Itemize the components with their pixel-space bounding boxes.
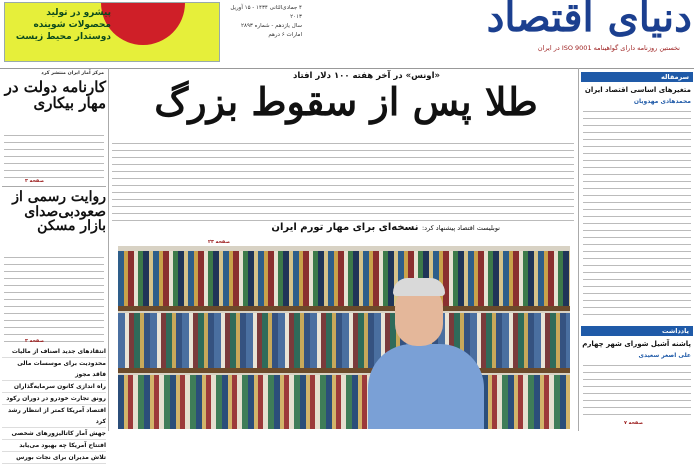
left-article-text-2 [4, 254, 104, 344]
ad-logo [101, 3, 185, 45]
economist-photo[interactable] [118, 246, 570, 429]
left-headline-housing[interactable]: روایت رسمی از صعودبی‌صدای بازار مسکن [12, 189, 106, 235]
note-title[interactable]: پاشنه آشیل شورای شهر چهارم [582, 340, 691, 348]
photo-caption-title: نسخه‌ای برای مهار تورم ایران [271, 222, 419, 233]
right-column [578, 68, 694, 431]
newspaper-title: دنیای اقتصاد [486, 0, 692, 41]
editorial-author: محمدهادی مهدویان [633, 98, 691, 105]
divider [2, 186, 106, 187]
right-page-ref: صفحه ۷ [623, 421, 643, 426]
book-row [118, 251, 570, 306]
person-shirt [368, 344, 484, 429]
issue-price: امارات ۶ درهم [268, 32, 302, 38]
left-bullet-list [2, 346, 106, 464]
list-item[interactable]: تلاش مدیران برای نجات بورس [2, 452, 106, 464]
ad-line: محصولات شوینده [33, 20, 111, 30]
left-headline-unemployment[interactable]: کارنامه دولت در مهار بیکاری [4, 78, 106, 112]
left-page-ref-2: صفحه ۴ [24, 339, 44, 344]
section-editorial: سرمقاله [581, 72, 693, 82]
masthead [0, 0, 694, 69]
center-article-text [112, 140, 574, 224]
ad-line: دوستدار محیط زیست [15, 32, 111, 42]
detergent-advertisement[interactable] [4, 2, 220, 62]
book-row [118, 313, 570, 368]
left-kicker: مرکز آمار ایران منتشر کرد [41, 71, 104, 76]
list-item[interactable]: رونق تجارت خودرو در دوران رکود [2, 393, 106, 405]
issue-number: سال یازدهم - شماره ۲۸۹۳ [241, 23, 302, 29]
list-item[interactable]: افتتاح آمریکا چه بهبود می‌یابد [2, 440, 106, 452]
list-item[interactable]: جهش آمار کاتالیزورهای شخصی [2, 428, 106, 440]
shelf [118, 368, 570, 373]
center-kicker: «اونس» در آخر هفته ۱۰۰ دلار افتاد [292, 71, 440, 81]
list-item[interactable]: محدودیت برای موسسات مالی فاقد مجوز [2, 358, 106, 381]
editorial-text [583, 108, 691, 318]
center-column [110, 68, 576, 431]
list-item[interactable]: اقتصاد آمریکا کمتر از انتظار رشد کرد [2, 405, 106, 428]
list-item[interactable]: انتقادهای جدید اصناف از مالیات [2, 346, 106, 358]
bookshelf-image [118, 246, 570, 429]
ad-line: پیشرو در تولید [46, 8, 111, 18]
center-headline-gold[interactable]: طلا پس از سقوط بزرگ [154, 79, 538, 124]
photo-caption-kicker: نوبلیست اقتصاد پیشنهاد کرد: [421, 224, 500, 232]
ad-text [11, 7, 111, 43]
issue-date-block [222, 4, 302, 40]
book-row [118, 375, 570, 429]
left-page-ref: صفحه ۴ [24, 179, 44, 184]
left-article-text [4, 132, 104, 178]
newspaper-tagline: نخستین روزنامه دارای گواهینامه ISO 9001 در ایران [537, 44, 680, 52]
shelf [118, 306, 570, 311]
photo-caption [180, 222, 500, 233]
note-author: علی اصغر سعیدی [638, 352, 691, 359]
list-item[interactable]: راه اندازی کانون سرمایه‌گذاران [2, 381, 106, 393]
note-text [583, 362, 691, 420]
section-note: یادداشت [581, 326, 693, 336]
issue-date: ۴ جمادی‌الثانی ۱۴۳۴ - ۱۵ آوریل ۲۰۱۳ [230, 5, 302, 20]
person-hair [393, 278, 445, 296]
editorial-title[interactable]: متغیرهای اساسی اقتصاد ایران [584, 86, 691, 94]
left-column [0, 68, 109, 461]
photo-page-ref: صفحه ۲۳ [208, 240, 230, 245]
